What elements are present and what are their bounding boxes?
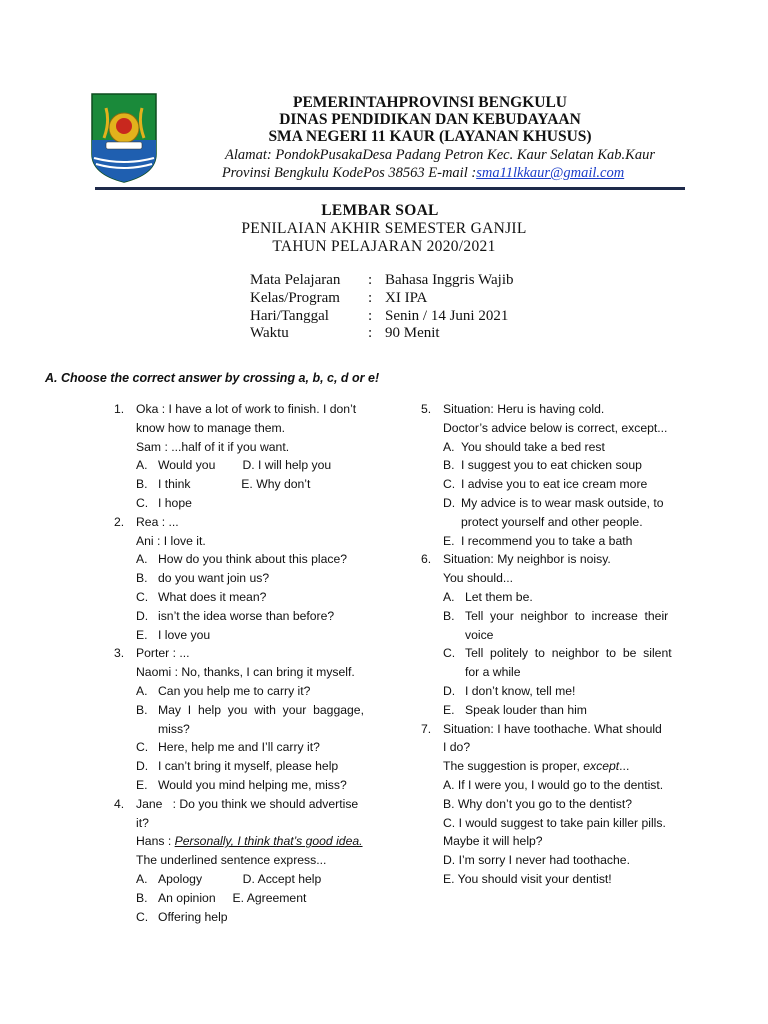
answer-option[interactable]	[136, 682, 386, 701]
question-number: 3.	[114, 646, 125, 661]
answer-option[interactable]	[136, 776, 386, 795]
option-text: I love you	[158, 627, 211, 642]
option-text-continued: miss?	[158, 721, 190, 736]
prompt-text: ...	[619, 759, 630, 774]
answer-option[interactable]	[136, 569, 386, 588]
option-letter: C.	[136, 740, 149, 755]
answer-option[interactable]	[136, 626, 386, 645]
question-text: Situation: I have toothache. What should	[443, 721, 662, 736]
option-letter: E.	[443, 533, 455, 548]
answer-option[interactable]	[136, 607, 386, 626]
question-6	[421, 550, 683, 719]
meta-key: Kelas/Program	[250, 290, 340, 306]
meta-key: Mata Pelajaran	[250, 272, 341, 288]
question-text: it?	[136, 815, 149, 830]
email-link[interactable]: sma11lkkaur@gmail.com	[476, 165, 625, 181]
question-text: Doctor’s advice below is correct, except...	[443, 420, 668, 435]
question-text: Oka : I have a lot of work to finish. I don’t	[136, 402, 357, 416]
option-letter: B.	[443, 608, 455, 623]
sheet-title: LEMBAR SOAL	[321, 202, 439, 219]
question-3	[114, 644, 386, 794]
option-letter: A.	[136, 552, 148, 567]
answer-option[interactable]	[443, 456, 683, 475]
option-text: I think E. Why don’t	[158, 477, 311, 492]
option-text: I recommend you to take a bath	[461, 533, 633, 548]
question-text: Situation: My neighbor is noisy.	[443, 552, 611, 567]
answer-option[interactable]	[136, 588, 386, 607]
answer-option[interactable]	[443, 494, 683, 532]
option-text: I don’t know, tell me!	[465, 683, 576, 698]
left-column	[114, 400, 386, 926]
option-text: isn’t the idea worse than before?	[158, 608, 335, 623]
question-text: Ani : I love it.	[136, 533, 206, 548]
option-text: I advise you to eat ice cream more	[461, 477, 648, 492]
meta-value: Bahasa Inggris Wajib	[385, 272, 514, 288]
question-text: know how to manage them.	[136, 420, 286, 435]
meta-key: Hari/Tanggal	[250, 308, 329, 324]
option-letter: B.	[136, 702, 148, 717]
academic-year: TAHUN PELAJARAN 2020/2021	[272, 238, 496, 255]
answer-option[interactable]: B. Why don’t you go to the dentist?	[443, 796, 633, 811]
question-text: Porter : ...	[136, 646, 190, 661]
section-instruction: A. Choose the correct answer by crossing a, b, c, d or e!	[45, 371, 380, 385]
meta-value: XI IPA	[385, 290, 428, 306]
meta-colon: :	[368, 290, 373, 306]
option-letter: B.	[136, 890, 148, 905]
question-number: 6.	[421, 552, 432, 567]
option-text: An opinion E. Agreement	[158, 890, 307, 905]
option-letter: A.	[136, 871, 148, 886]
option-letter: E.	[443, 702, 455, 717]
exam-name: PENILAIAN AKHIR SEMESTER GANJIL	[241, 220, 527, 237]
meta-colon: :	[368, 325, 373, 341]
meta-key: Waktu	[250, 325, 289, 341]
option-text: How do you think about this place?	[158, 552, 348, 567]
option-letter: D.	[136, 759, 149, 774]
right-column	[421, 400, 683, 889]
answer-option[interactable]	[136, 475, 386, 494]
question-text: You should...	[443, 571, 514, 586]
question-text	[443, 757, 683, 776]
option-text: I suggest you to eat chicken soup	[461, 458, 642, 473]
answer-option[interactable]	[443, 701, 683, 720]
option-text: I can’t bring it myself, please help	[158, 759, 339, 774]
answer-option[interactable]	[443, 438, 683, 457]
answer-option[interactable]	[443, 607, 683, 645]
answer-option[interactable]: C. I would suggest to take pain killer pills.	[443, 815, 666, 830]
option-letter: E.	[136, 777, 148, 792]
option-text: Here, help me and I’ll carry it?	[158, 740, 320, 755]
question-number: 7.	[421, 721, 432, 736]
option-text: Would you mind helping me, miss?	[158, 777, 347, 792]
answer-option[interactable]	[136, 757, 386, 776]
answer-option[interactable]	[443, 682, 683, 701]
option-text: Offering help	[158, 909, 228, 924]
question-text: Situation: Heru is having cold.	[443, 402, 605, 416]
option-letter: A.	[136, 683, 148, 698]
question-text	[136, 832, 386, 851]
underlined-sentence: Personally, I think that’s good idea.	[174, 834, 363, 849]
question-7	[421, 720, 683, 889]
answer-option[interactable]	[443, 475, 683, 494]
answer-option[interactable]	[136, 889, 386, 908]
option-text: Can you help me to carry it?	[158, 683, 311, 698]
question-5	[421, 400, 683, 550]
answer-option[interactable]	[136, 494, 386, 513]
meta-value: Senin / 14 Juni 2021	[385, 308, 509, 324]
answer-option[interactable]	[443, 644, 683, 682]
option-letter: A.	[136, 458, 148, 473]
option-text: Would you D. I will help you	[158, 458, 332, 473]
question-text: The underlined sentence express...	[136, 853, 327, 868]
option-letter: C.	[136, 495, 149, 510]
option-text: Tell your neighbor to increase their	[465, 608, 669, 623]
meta-colon: :	[368, 272, 373, 288]
option-text-continued: for a while	[465, 665, 521, 680]
answer-option[interactable]	[136, 738, 386, 757]
option-text: May I help you with your baggage,	[158, 702, 364, 717]
question-text: Sam : ...half of it if you want.	[136, 439, 290, 454]
option-letter: C.	[136, 909, 149, 924]
option-text: My advice is to wear mask outside, to	[461, 495, 664, 510]
prompt-text: The suggestion is proper,	[443, 759, 584, 774]
answer-option[interactable]: A. If I were you, I would go to the dentist.	[443, 777, 664, 792]
question-number: 5.	[421, 402, 432, 416]
option-letter: A.	[443, 589, 455, 604]
meta-value: 90 Menit	[385, 325, 440, 341]
option-letter: D.	[443, 495, 456, 510]
answer-option[interactable]	[136, 870, 386, 889]
option-text: do you want join us?	[158, 571, 270, 586]
option-letter: D.	[443, 683, 456, 698]
answer-option[interactable]: D. I’m sorry I never had toothache.	[443, 853, 630, 868]
answer-option-continued: Maybe it will help?	[443, 834, 543, 849]
question-text: Rea : ...	[136, 514, 179, 529]
question-4	[114, 795, 386, 927]
option-text: You should take a bed rest	[461, 439, 605, 454]
government-name: PEMERINTAHPROVINSI BENGKULU	[292, 94, 567, 111]
option-letter: C.	[136, 589, 149, 604]
answer-option[interactable]: E. You should visit your dentist!	[443, 871, 612, 886]
emphasis-text: except	[583, 759, 620, 774]
contact-prefix: Provinsi Bengkulu KodePos 38563 E-mail :	[221, 165, 477, 181]
answer-option[interactable]	[443, 532, 683, 551]
department-name: DINAS PENDIDIKAN DAN KEBUDAYAAN	[279, 111, 581, 128]
answer-option[interactable]	[136, 550, 386, 569]
option-text: Apology D. Accept help	[158, 871, 322, 886]
option-letter: B.	[136, 477, 148, 492]
question-2	[114, 513, 386, 645]
option-letter: C.	[443, 477, 456, 492]
option-text: I hope	[158, 495, 192, 510]
option-letter: A.	[443, 439, 455, 454]
option-text: Tell politely to neighbor to be silent	[465, 646, 672, 661]
option-letter: C.	[443, 646, 456, 661]
option-letter: B.	[443, 458, 455, 473]
option-text: Let them be.	[465, 589, 533, 604]
answer-option[interactable]	[136, 908, 386, 927]
question-text: I do?	[443, 740, 471, 755]
meta-colon: :	[368, 308, 373, 324]
answer-option[interactable]	[136, 456, 386, 475]
option-text: What does it mean?	[158, 589, 267, 604]
option-text: Speak louder than him	[465, 702, 587, 717]
option-letter: B.	[136, 571, 148, 586]
option-letter: E.	[136, 627, 148, 642]
school-contact	[143, 165, 703, 182]
school-name: SMA NEGERI 11 KAUR (LAYANAN KHUSUS)	[268, 128, 592, 145]
question-1	[114, 400, 386, 513]
option-text-continued: protect yourself and other people.	[461, 514, 643, 529]
answer-option[interactable]	[443, 588, 683, 607]
option-letter: D.	[136, 608, 149, 623]
speaker-label: Hans :	[136, 834, 175, 849]
question-number: 2.	[114, 514, 125, 529]
question-text: Naomi : No, thanks, I can bring it myself.	[136, 665, 355, 680]
question-text: Jane : Do you think we should advertise	[136, 796, 359, 811]
header-divider	[95, 187, 685, 190]
school-address: Alamat: PondokPusakaDesa Padang Petron Kec. Kaur Selatan Kab.Kaur	[225, 147, 655, 163]
question-number: 4.	[114, 796, 125, 811]
option-text-continued: voice	[465, 627, 494, 642]
answer-option[interactable]	[136, 701, 386, 739]
question-number: 1.	[114, 402, 125, 416]
